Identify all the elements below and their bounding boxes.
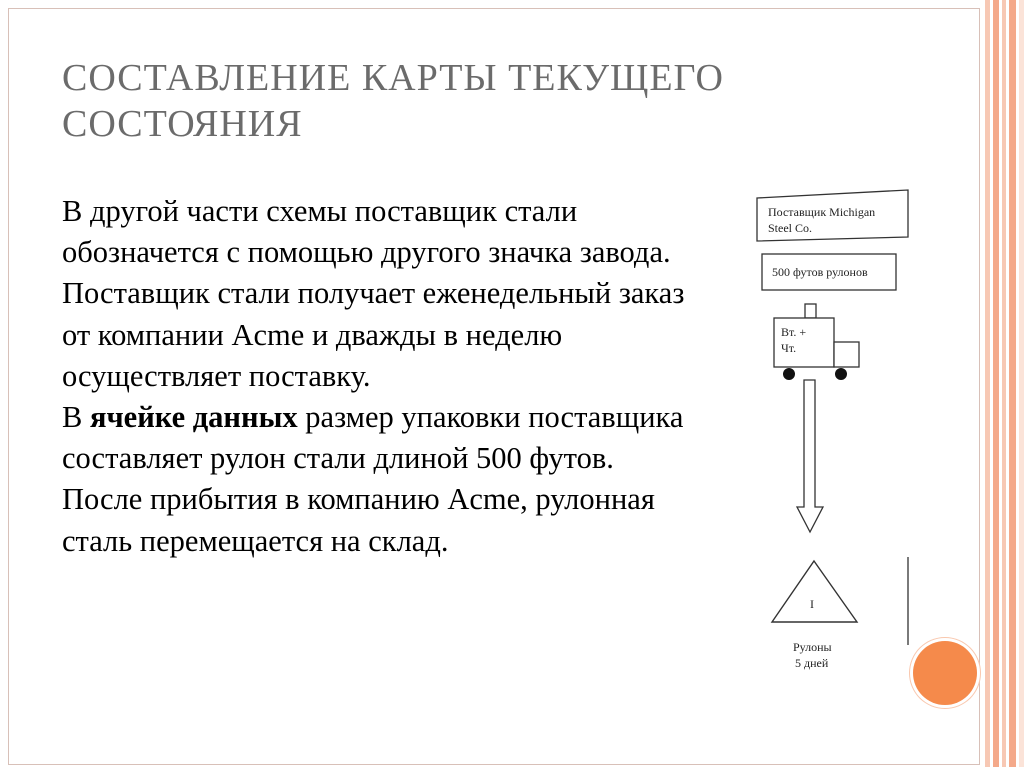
paragraph-text: После прибытия в компанию Acme, рулонная сталь перемещается на склад.: [62, 482, 655, 558]
bold-term: ячейке данных: [89, 400, 298, 435]
body-paragraph: [62, 273, 702, 397]
truck-cab: [834, 342, 859, 367]
data-box-label: 500 футов рулонов: [772, 265, 868, 279]
value-stream-diagram: [755, 185, 925, 685]
decorative-stripes: [985, 0, 1024, 767]
truck-label-line2: Чт.: [781, 341, 797, 355]
connector: [805, 304, 816, 318]
supplier-label-line2: Steel Co.: [768, 221, 812, 235]
paragraph-text: В: [62, 400, 90, 435]
inventory-symbol: I: [810, 597, 814, 611]
inventory-triangle: [772, 561, 857, 622]
paragraph-text: В другой части схемы поставщик стали обозначется с помощью другого значка завода.: [62, 194, 671, 270]
body-paragraph: [62, 397, 702, 479]
paragraph-text: размер упаковки поставщика составляет рулон стали длиной 500 футов.: [62, 400, 684, 476]
accent-circle: [913, 641, 977, 705]
truck-wheel: [783, 368, 795, 380]
stripe: [1019, 0, 1024, 767]
supplier-label-line1: Поставщик Michigan: [768, 205, 876, 219]
stripe: [985, 0, 990, 767]
body-paragraph: [62, 479, 702, 561]
paragraph-text: Поставщик стали получает еженедельный заказ от компании Acme и дважды в неделю осуществляет поставку.: [62, 276, 685, 393]
truck-label-line1: Вт. +: [781, 325, 807, 339]
stripe: [1002, 0, 1006, 767]
body-paragraph: [62, 191, 702, 273]
truck-wheel: [835, 368, 847, 380]
shipment-arrow: [797, 380, 823, 532]
inventory-label-line1: Рулоны: [793, 640, 832, 654]
slide-title: СОСТАВЛЕНИЕ КАРТЫ ТЕКУЩЕГО СОСТОЯНИЯ: [62, 57, 724, 145]
stripe: [993, 0, 999, 767]
stripe: [1009, 0, 1016, 767]
inventory-label-line2: 5 дней: [795, 656, 829, 670]
slide-body: [62, 191, 702, 562]
